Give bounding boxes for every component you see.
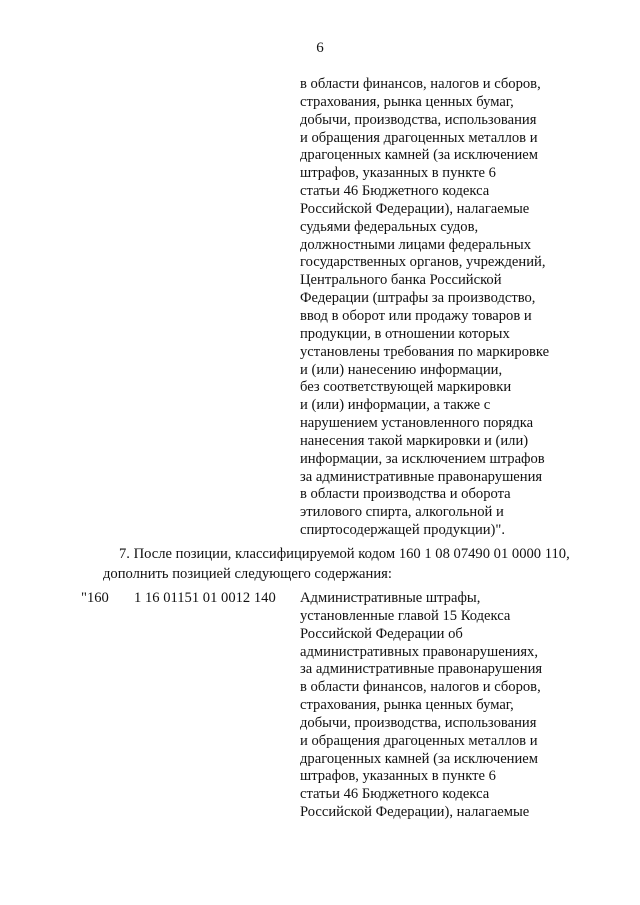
paragraph-7-line-1: 7. После позиции, классифицируемой кодом 160 1 08 07490 01 0000 110,: [119, 546, 570, 562]
administrator-code: "160: [81, 590, 109, 606]
text-line: добычи, производства, использования: [300, 714, 537, 731]
text-line: в области производства и оборота: [300, 486, 511, 503]
text-line: должностными лицами федеральных: [300, 236, 531, 253]
text-line: страхования, рынка ценных бумаг,: [300, 697, 514, 714]
text-line: статьи 46 Бюджетного кодекса: [300, 183, 490, 200]
text-line: без соответствующей маркировки: [300, 379, 512, 396]
text-line: спиртосодержащей продукции)".: [300, 522, 506, 539]
text-line: штрафов, указанных в пункте 6: [300, 165, 496, 182]
text-line: в области финансов, налогов и сборов,: [300, 76, 541, 92]
text-line: драгоценных камней (за исключением: [300, 147, 539, 164]
previous-position-description: [300, 76, 590, 540]
paragraph-7-line-2: дополнить позицией следующего содержания:: [103, 566, 392, 582]
text-line: Российской Федерации), налагаемые: [300, 804, 530, 821]
text-line: информации, за исключением штрафов: [300, 450, 545, 467]
text-line: административных правонарушениях,: [300, 643, 538, 660]
text-line: и обращения драгоценных металлов и: [300, 732, 538, 749]
new-position-description: [300, 590, 590, 822]
text-line: государственных органов, учреждений,: [300, 254, 546, 271]
text-line: этилового спирта, алкогольной и: [300, 504, 504, 521]
text-line: страхования, рынка ценных бумаг,: [300, 93, 514, 110]
text-line: Российской Федерации об: [300, 625, 463, 642]
text-line: ввод в оборот или продажу товаров и: [300, 307, 532, 324]
page-number: 6: [316, 40, 324, 56]
text-line: штрафов, указанных в пункте 6: [300, 768, 496, 785]
text-line: в области финансов, налогов и сборов,: [300, 679, 541, 696]
text-line: за административные правонарушения: [300, 468, 543, 485]
text-line: продукции, в отношении которых: [300, 325, 510, 342]
text-line: нанесения такой маркировки и (или): [300, 432, 529, 449]
text-line: установленные главой 15 Кодекса: [300, 607, 511, 624]
text-line: и (или) информации, а также с: [300, 397, 491, 414]
text-line: и (или) нанесению информации,: [300, 361, 503, 378]
budget-classification-code: 1 16 01151 01 0012 140: [134, 590, 276, 606]
text-line: Российской Федерации), налагаемые: [300, 200, 530, 217]
text-line: статьи 46 Бюджетного кодекса: [300, 786, 490, 803]
text-line: судьями федеральных судов,: [300, 218, 479, 235]
text-line: и обращения драгоценных металлов и: [300, 129, 538, 146]
text-line: драгоценных камней (за исключением: [300, 750, 539, 767]
text-line: Федерации (штрафы за производство,: [300, 290, 536, 307]
text-line: за административные правонарушения: [300, 661, 543, 678]
text-line: установлены требования по маркировке: [300, 343, 550, 360]
text-line: нарушением установленного порядка: [300, 415, 534, 432]
text-line: Центрального банка Российской: [300, 272, 502, 289]
text-line: Административные штрафы,: [300, 590, 481, 606]
text-line: добычи, производства, использования: [300, 111, 537, 128]
